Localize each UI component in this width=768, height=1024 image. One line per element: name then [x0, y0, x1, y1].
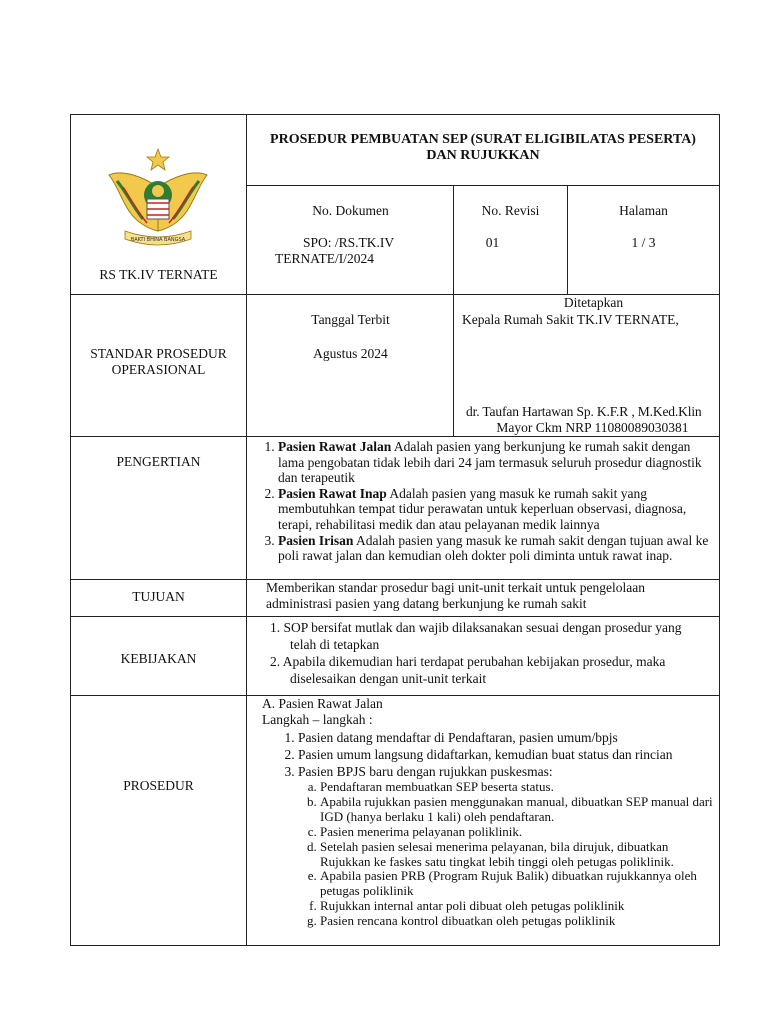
sop-label: STANDAR PROSEDUR OPERASIONAL: [90, 346, 227, 377]
logo-cell: [71, 115, 246, 294]
tujuan-text: Memberikan standar prosedur bagi unit-unit terkait untuk pengelolaan administrasi pasien yang datang berkunjung ke rumah sakit: [266, 580, 646, 611]
border-bottom: [70, 945, 720, 946]
term-desc: Adalah pasien yang masuk ke rumah sakit dengan tujuan awal ke poli rawat jalan dan kemudian oleh dokter poli diminta untuk rawat inap.: [278, 532, 709, 564]
section-heading: A. Pasien Rawat Jalan: [262, 696, 383, 711]
substeps-list: [262, 780, 717, 929]
pengertian-label: PENGERTIAN: [116, 454, 201, 469]
list-item: f. Rujukkan internal antar poli dibuat oleh petugas poliklinik: [320, 899, 717, 914]
pengertian-list: [250, 439, 714, 564]
page-label: Halaman: [619, 203, 668, 218]
page-value: 1 / 3: [631, 235, 656, 250]
list-item: [278, 533, 714, 564]
kebijakan-item: 1. SOP bersifat mutlak dan wajib dilaksanakan sesuai dengan prosedur yang: [270, 620, 682, 635]
kebijakan-content: [270, 619, 715, 687]
tujuan-label: TUJUAN: [132, 589, 185, 604]
logo-motto: BAKTI BHINA BANGSA: [130, 237, 186, 243]
prosedur-content: [262, 696, 717, 929]
kebijakan-item-cont: diselesaikan dengan unit-unit terkait: [290, 671, 487, 686]
approved-label: Ditetapkan: [563, 295, 624, 310]
doc-no-label: No. Dokumen: [312, 203, 389, 218]
list-item: [278, 486, 714, 533]
list-item: d. Setelah pasien selesai menerima pelayanan, bila dirujuk, dibuatkan Rujukkan ke faskes satu tingkat lebih tinggi oleh petugas poliklinik.: [320, 840, 717, 870]
column-divider: [246, 114, 247, 946]
org-name: RS TK.IV TERNATE: [99, 267, 218, 282]
term: Pasien Irisan: [278, 532, 354, 548]
list-item: [278, 439, 714, 486]
list-item: [298, 763, 717, 780]
issue-date-label: Tanggal Terbit: [311, 312, 390, 327]
term-desc: Adalah pasien yang berkunjung ke rumah sakit dengan lama pengobatan tidak lebih dari 24 jam termasuk seluruh prosedur diagnostik dan terapeutik: [278, 439, 702, 486]
steps-label: Langkah – langkah :: [262, 712, 373, 727]
row-divider: [70, 616, 720, 617]
border-right: [719, 114, 720, 946]
revision-label: No. Revisi: [481, 203, 540, 218]
term: Pasien Rawat Inap: [278, 485, 387, 501]
issue-date-value: Agustus 2024: [313, 346, 388, 361]
hospital-logo: [103, 147, 213, 253]
signer-name: dr. Taufan Hartawan Sp. K.F.R , M.Ked.Klin: [466, 404, 702, 419]
approver-title: Kepala Rumah Sakit TK.IV TERNATE,: [462, 312, 679, 327]
sop-document: [70, 114, 720, 946]
kebijakan-label: KEBIJAKAN: [120, 651, 197, 666]
row-divider: [247, 185, 720, 186]
row-divider: [70, 436, 720, 437]
document-title: PROSEDUR PEMBUATAN SEP (SURAT ELIGIBILATAS PESERTA) DAN RUJUKKAN: [270, 132, 696, 163]
pengertian-content: [250, 439, 714, 564]
step-text: Pasien BPJS baru dengan rujukkan puskesmas:: [298, 764, 553, 779]
term-desc: Adalah pasien yang masuk ke rumah sakit yang membutuhkan tempat tidur perawatan untuk keperluan observasi, diagnosa, terapi, rehabilitasi medik dan atau pelayanan medik lainnya: [278, 485, 687, 532]
term: Pasien Rawat Jalan: [278, 439, 392, 454]
steps-list: [262, 729, 717, 780]
kebijakan-item-cont: telah di tetapkan: [290, 637, 380, 652]
list-item: b. Apabila rujukkan pasien menggunakan manual, dibuatkan SEP manual dari IGD (hanya berlaku 1 kali) oleh pendaftaran.: [320, 795, 717, 825]
list-item: g. Pasien rencana kontrol dibuatkan oleh petugas poliklinik: [320, 914, 717, 929]
kebijakan-item: 2. Apabila dikemudian hari terdapat perubahan kebijakan prosedur, maka: [270, 654, 666, 669]
revision-value: 01: [485, 235, 500, 250]
list-item: c. Pasien menerima pelayanan poliklinik.: [320, 825, 717, 840]
list-item: 1. Pasien datang mendaftar di Pendaftaran, pasien umum/bpjs: [298, 729, 717, 746]
list-item: a. Pendaftaran membuatkan SEP beserta status.: [320, 780, 717, 795]
list-item: e. Apabila pasien PRB (Program Rujuk Balik) dibuatkan rujukkannya oleh petugas poliklinik: [320, 869, 717, 899]
doc-no-value: SPO: /RS.TK.IV TERNATE/I/2024: [275, 235, 394, 266]
signer-rank: Mayor Ckm NRP 11080089030381: [496, 420, 689, 435]
prosedur-label: PROSEDUR: [123, 778, 194, 793]
list-item: 2. Pasien umum langsung didaftarkan, kemudian buat status dan rincian: [298, 746, 717, 763]
